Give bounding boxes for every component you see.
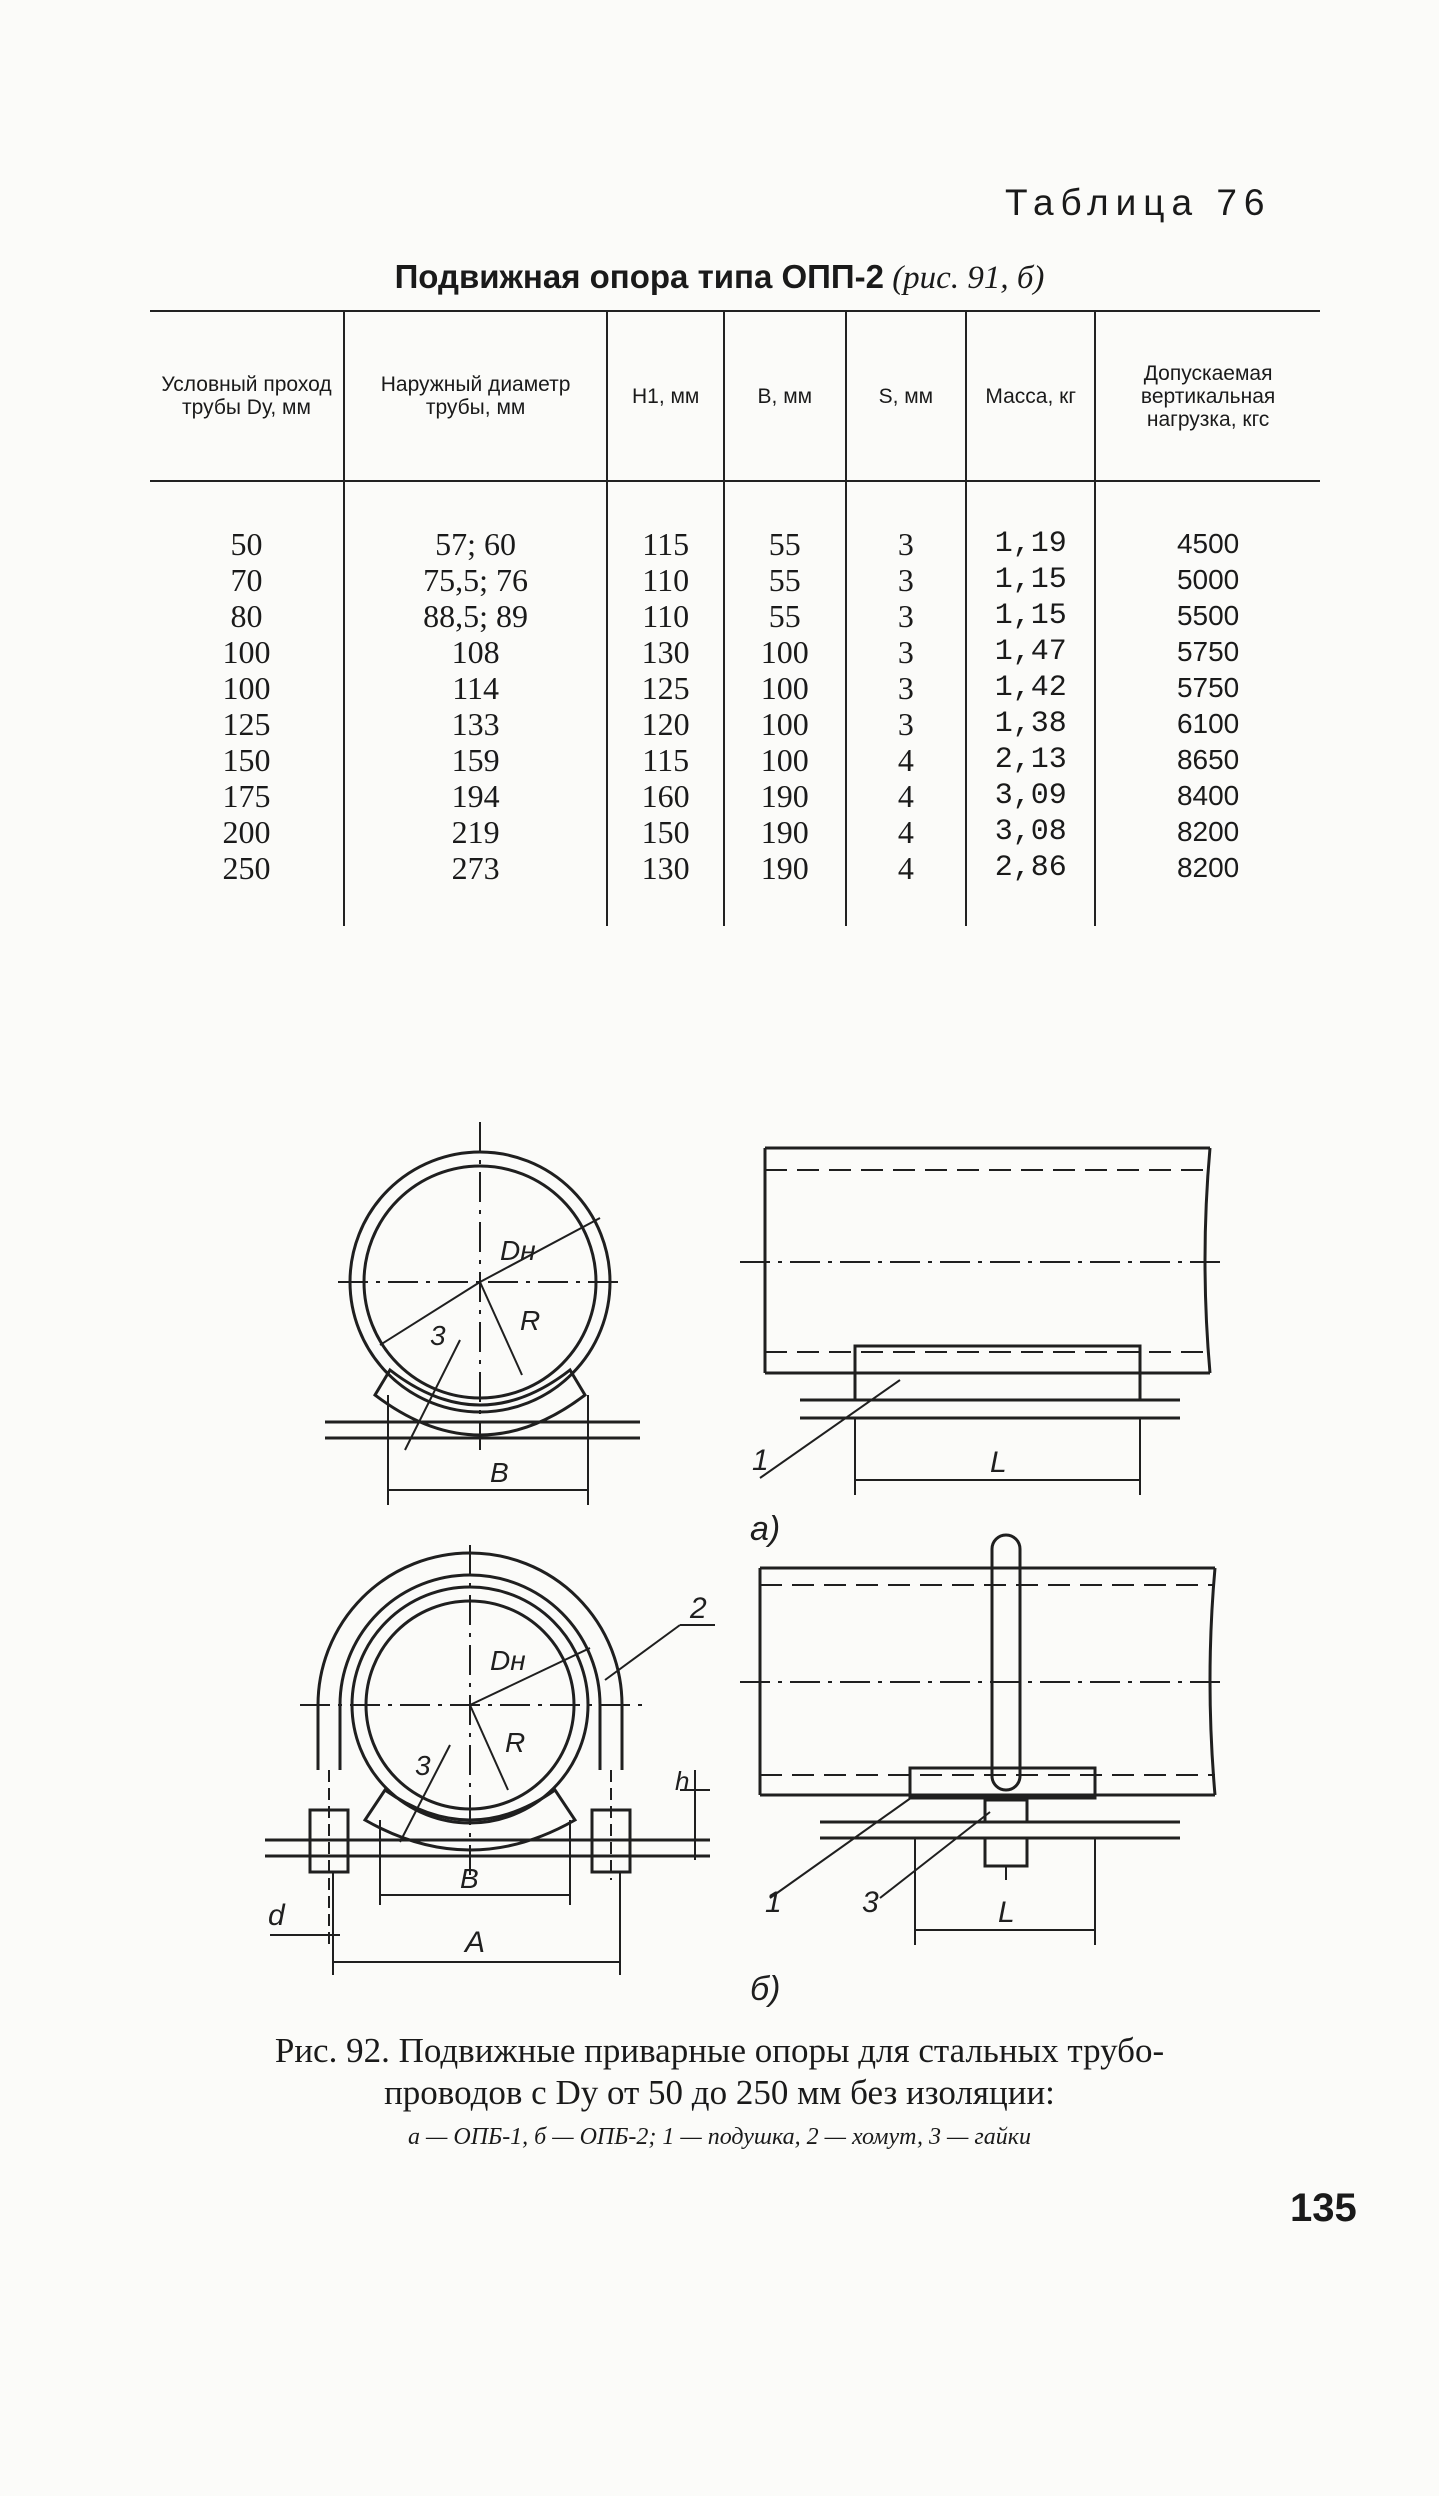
header-s: S, мм <box>846 311 967 481</box>
cell-h1: 130 <box>607 634 724 670</box>
label-d: d <box>268 1899 285 1932</box>
cell-h1: 125 <box>607 670 724 706</box>
cell-s: 3 <box>846 481 967 562</box>
cell-h1: 115 <box>607 742 724 778</box>
label-l: L <box>990 1446 1007 1479</box>
cell-outer-diameter: 75,5; 76 <box>344 562 607 598</box>
cell-nominal-bore: 80 <box>230 598 263 634</box>
cell-mass: 2,86 <box>966 850 1095 926</box>
leader-line-1 <box>770 1795 915 1898</box>
cell-load: 5500 <box>1095 598 1320 634</box>
cell-s: 4 <box>846 778 967 814</box>
label-3: 3 <box>415 1750 431 1781</box>
cell-b: 190 <box>724 814 845 850</box>
label-l: L <box>998 1896 1015 1929</box>
leader-line-2 <box>605 1625 680 1680</box>
cell-nominal-bore: 70 <box>230 562 263 598</box>
cell-load: 8200 <box>1095 814 1320 850</box>
cell-h1: 120 <box>607 706 724 742</box>
header-outer-diameter: Наружный диаметр трубы, мм <box>344 311 607 481</box>
label-1: 1 <box>752 1444 769 1477</box>
cell-nominal-bore: 125 <box>222 706 271 742</box>
cell-load: 5750 <box>1095 670 1320 706</box>
cell-s: 4 <box>846 742 967 778</box>
figure-caption-legend: а — ОПБ-1, б — ОПБ-2; 1 — подушка, 2 — хомут, 3 — гайки <box>408 2124 1031 2150</box>
figure-caption-line-2: проводов с Dу от 50 до 250 мм без изоляции: <box>384 2073 1055 2112</box>
cell-nominal-bore: 100 <box>222 670 271 706</box>
cell-outer-diameter: 57; 60 <box>344 481 607 562</box>
cell-outer-diameter: 273 <box>344 850 607 926</box>
cell-outer-diameter: 108 <box>344 634 607 670</box>
label-3: 3 <box>862 1886 879 1919</box>
label-b: B <box>460 1863 479 1894</box>
cell-s: 3 <box>846 670 967 706</box>
cell-h1: 115 <box>607 481 724 562</box>
cell-b: 100 <box>724 670 845 706</box>
label-r: R <box>520 1305 541 1336</box>
label-1: 1 <box>765 1886 782 1919</box>
cell-h1: 110 <box>607 598 724 634</box>
label-h: h <box>675 1766 690 1796</box>
radius-dimension-line <box>480 1282 522 1375</box>
cell-nominal-bore: 200 <box>222 814 271 850</box>
cell-mass: 1,47 <box>966 634 1095 670</box>
cell-nominal-bore: 50 <box>230 526 263 562</box>
cell-load: 8400 <box>1095 778 1320 814</box>
cell-b: 55 <box>724 598 845 634</box>
figure-caption <box>0 2030 1439 2114</box>
cell-h1: 160 <box>607 778 724 814</box>
cell-b: 100 <box>724 742 845 778</box>
cell-load: 4500 <box>1095 481 1320 562</box>
figure-caption-line-1: Рис. 92. Подвижные приварные опоры для стальных трубо- <box>274 2031 1165 2070</box>
cell-outer-diameter: 219 <box>344 814 607 850</box>
cell-nominal-bore: 100 <box>222 634 271 670</box>
header-h1: H1, мм <box>607 311 724 481</box>
label-r: R <box>505 1727 526 1758</box>
cell-mass: 1,38 <box>966 706 1095 742</box>
cell-mass: 1,15 <box>966 562 1095 598</box>
cell-b: 55 <box>724 481 845 562</box>
leader-line-1 <box>760 1380 900 1478</box>
cell-mass: 1,42 <box>966 670 1095 706</box>
header-b: B, мм <box>724 311 845 481</box>
opb1-cross-section <box>325 1122 640 1505</box>
label-b: B <box>490 1457 509 1488</box>
upper-nut <box>985 1800 1027 1822</box>
label-2: 2 <box>690 1592 707 1625</box>
cell-nominal-bore: 250 <box>222 850 271 886</box>
cell-outer-diameter: 88,5; 89 <box>344 598 607 634</box>
label-dh: Dн <box>500 1235 536 1266</box>
cell-s: 3 <box>846 598 967 634</box>
leader-line-3 <box>880 1812 990 1898</box>
cell-b: 100 <box>724 634 845 670</box>
cell-s: 3 <box>846 634 967 670</box>
cell-b: 100 <box>724 706 845 742</box>
cell-mass: 3,08 <box>966 814 1095 850</box>
cell-load: 5750 <box>1095 634 1320 670</box>
cell-b: 190 <box>724 850 845 926</box>
diameter-dimension-line <box>470 1648 590 1705</box>
cell-nominal-bore: 175 <box>222 778 271 814</box>
cell-load: 6100 <box>1095 706 1320 742</box>
radius-dimension-line <box>470 1705 508 1790</box>
cell-b: 190 <box>724 778 845 814</box>
opb1-side-view <box>740 1148 1220 1548</box>
cell-load: 8200 <box>1095 850 1320 926</box>
subfigure-label-b: б) <box>750 1970 781 2008</box>
cell-h1: 110 <box>607 562 724 598</box>
cell-s: 4 <box>846 850 967 926</box>
cell-s: 3 <box>846 706 967 742</box>
subfigure-label-a: а) <box>750 1510 781 1548</box>
cell-s: 3 <box>846 562 967 598</box>
cell-load: 5000 <box>1095 562 1320 598</box>
label-dh: Dн <box>490 1645 526 1676</box>
cell-h1: 150 <box>607 814 724 850</box>
cell-load: 8650 <box>1095 742 1320 778</box>
diameter-dimension-line <box>480 1218 600 1282</box>
cell-mass: 1,19 <box>966 481 1095 562</box>
cell-mass: 3,09 <box>966 778 1095 814</box>
header-nominal-bore: Условный проход трубы Dу, мм <box>150 311 344 481</box>
table-number-label: Таблица 76 <box>1005 182 1272 223</box>
header-load: Допускаемая вертикальная нагрузка, кгс <box>1095 311 1320 481</box>
label-a: A <box>465 1926 486 1959</box>
header-mass: Масса, кг <box>966 311 1095 481</box>
opb2-side-view <box>740 1535 1225 2008</box>
table-title-reference: (рис. 91, б) <box>892 260 1045 296</box>
cell-nominal-bore: 150 <box>222 742 271 778</box>
pipe-break <box>1205 1148 1210 1373</box>
cell-mass: 1,15 <box>966 598 1095 634</box>
cell-mass: 2,13 <box>966 742 1095 778</box>
opb2-cross-section <box>265 1545 715 1975</box>
cell-b: 55 <box>724 562 845 598</box>
label-3: 3 <box>430 1320 446 1351</box>
page-number: 135 <box>1290 2186 1357 2230</box>
cell-s: 4 <box>846 814 967 850</box>
cell-outer-diameter: 194 <box>344 778 607 814</box>
cell-outer-diameter: 159 <box>344 742 607 778</box>
cell-outer-diameter: 133 <box>344 706 607 742</box>
u-bolt-leg <box>992 1535 1020 1790</box>
cell-outer-diameter: 114 <box>344 670 607 706</box>
cell-h1: 130 <box>607 850 724 926</box>
lower-nut <box>985 1838 1027 1866</box>
table-title-main: Подвижная опора типа ОПП-2 <box>394 258 884 295</box>
